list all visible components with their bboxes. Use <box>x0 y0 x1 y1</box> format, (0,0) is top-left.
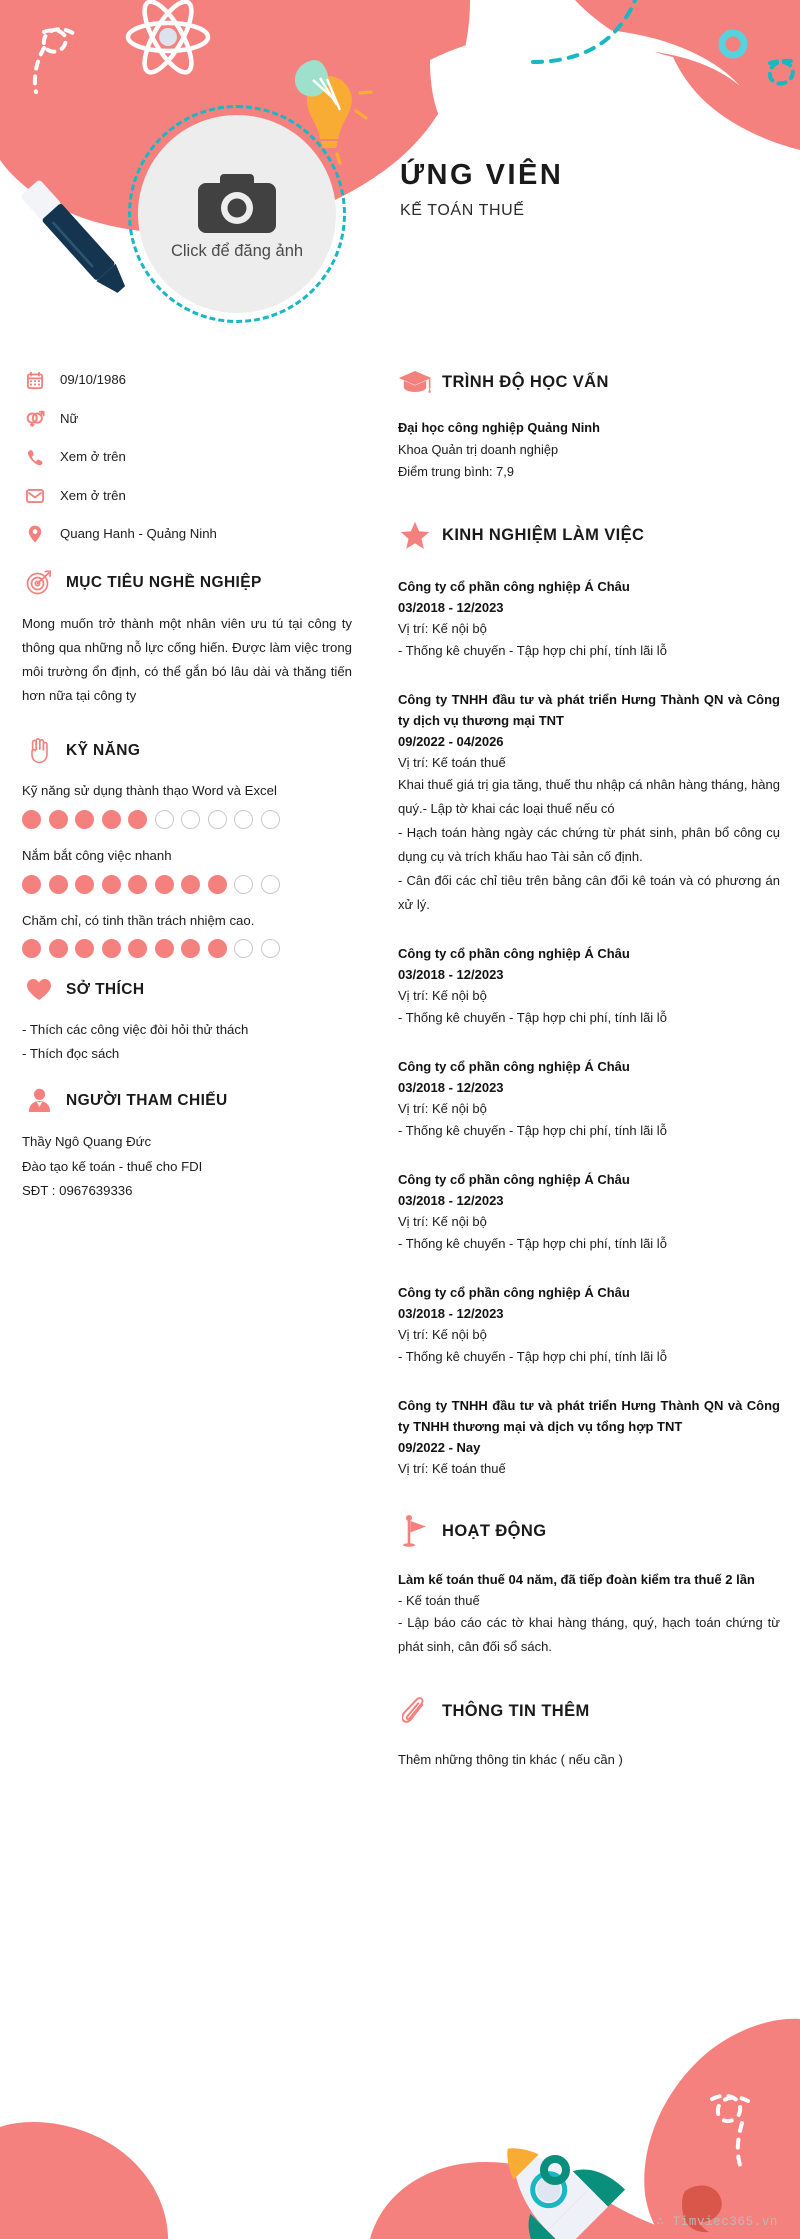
skill-name: Nắm bắt công việc nhanh <box>22 847 172 863</box>
section-experience <box>398 521 780 1479</box>
skill-dot <box>102 810 121 829</box>
experience-entry <box>398 1282 780 1369</box>
activities-detail: - Kế toán thuế <box>398 1593 480 1609</box>
reference-line: Đào tạo kế toán - thuế cho FDI <box>22 1158 203 1174</box>
additional-text: Thêm những thông tin khác ( nếu cần ) <box>398 1751 623 1767</box>
target-icon <box>22 570 56 595</box>
hobby-item: - Thích các công việc đòi hỏi thử thách <box>22 1022 249 1038</box>
section-objective <box>22 570 352 708</box>
experience-position: Vị trí: Kế toán thuế <box>398 755 506 771</box>
skill-dot <box>261 939 280 958</box>
objective-heading <box>22 570 352 595</box>
skill-name: Chăm chỉ, có tinh thần trách nhiệm cao. <box>22 912 255 928</box>
skill-dot <box>128 810 147 829</box>
skill-dot <box>155 875 174 894</box>
gender-icon <box>22 410 48 428</box>
section-hobbies <box>22 978 352 1066</box>
experience-period: 03/2018 - 12/2023 <box>398 1192 504 1208</box>
experience-detail: - Thống kê chuyến - Tập hợp chi phí, tính lãi lỗ <box>398 1348 667 1364</box>
experience-entry <box>398 943 780 1030</box>
calendar-icon <box>22 372 48 389</box>
section-reference <box>22 1088 352 1202</box>
skill-item <box>22 781 352 829</box>
skill-dot <box>49 810 68 829</box>
flag-icon <box>398 1515 432 1547</box>
contact-item-phone <box>22 447 352 467</box>
heart-icon <box>22 978 56 1001</box>
contact-value-gender: Nữ <box>60 410 79 426</box>
skill-rating <box>22 939 352 958</box>
candidate-name: ỨNG VIÊN <box>400 159 564 191</box>
skill-dot <box>49 939 68 958</box>
reference-line: Thầy Ngô Quang Đức <box>22 1134 152 1150</box>
watermark: ∴ Timviec365.vn <box>656 2215 778 2229</box>
skill-dot <box>128 939 147 958</box>
skill-dot <box>128 875 147 894</box>
location-pin-icon <box>22 525 48 543</box>
experience-position: Vị trí: Kế nội bộ <box>398 1326 487 1342</box>
candidate-header <box>400 160 563 220</box>
activities-detail: - Lập báo cáo các tờ khai hàng tháng, quý, hạch toán chứng từ phát sinh, cân đối sổ sách. <box>398 1615 780 1655</box>
skill-dot <box>102 939 121 958</box>
contact-item-location <box>22 524 352 544</box>
experience-company: Công ty TNHH đầu tư và phát triển Hưng Thành QN và Công ty dịch vụ thương mại TNT <box>398 692 780 729</box>
skill-dot <box>155 939 174 958</box>
experience-company: Công ty cổ phần công nghiệp Á Châu <box>398 1058 630 1074</box>
section-skills <box>22 738 352 958</box>
skill-dot <box>261 810 280 829</box>
objective-text: Mong muốn trở thành một nhân viên ưu tú tại công ty thông qua những nỗ lực cống hiến. Được làm việc trong môi trường ổn định, có thể gắn bó lâu dài và thăng tiến hơn nữa tại công ty <box>22 616 352 704</box>
email-icon <box>22 489 48 503</box>
footer-decoration <box>0 1939 800 2239</box>
section-additional <box>398 1697 780 1770</box>
experience-position: Vị trí: Kế nội bộ <box>398 1213 487 1229</box>
skill-dot <box>49 875 68 894</box>
education-title: TRÌNH ĐỘ HỌC VẤN <box>442 373 609 391</box>
section-activities <box>398 1515 780 1659</box>
experience-period: 03/2018 - 12/2023 <box>398 1305 504 1321</box>
camera-icon <box>194 168 280 236</box>
experience-title: KINH NGHIỆM LÀM VIỆC <box>442 526 645 544</box>
education-gpa: Điểm trung bình: 7,9 <box>398 464 514 479</box>
experience-position: Vị trí: Kế nội bộ <box>398 987 487 1003</box>
person-icon <box>22 1088 56 1113</box>
experience-detail: - Thống kê chuyến - Tập hợp chi phí, tính lãi lỗ <box>398 1235 667 1251</box>
skill-dot <box>102 875 121 894</box>
experience-position: Vị trí: Kế nội bộ <box>398 621 487 637</box>
skill-dot <box>181 810 200 829</box>
experience-heading <box>398 521 780 550</box>
photo-upload-area[interactable] <box>128 105 346 323</box>
skill-dot <box>234 939 253 958</box>
right-column <box>398 370 780 1770</box>
experience-company: Công ty cổ phần công nghiệp Á Châu <box>398 1284 630 1300</box>
phone-icon <box>22 449 48 466</box>
additional-title: THÔNG TIN THÊM <box>442 1702 590 1721</box>
experience-entry <box>398 689 780 917</box>
skill-item <box>22 911 352 959</box>
experience-detail: - Cân đối các chỉ tiêu trên bảng cân đối kê toán và có phương án xử lý. <box>398 872 780 912</box>
experience-period: 09/2022 - Nay <box>398 1439 481 1455</box>
experience-period: 03/2018 - 12/2023 <box>398 966 504 982</box>
experience-position: Vị trí: Kế nội bộ <box>398 1100 487 1116</box>
experience-period: 03/2018 - 12/2023 <box>398 600 504 616</box>
experience-entry <box>398 1395 780 1479</box>
skill-dot <box>75 810 94 829</box>
skill-dot <box>22 810 41 829</box>
skills-title: KỸ NĂNG <box>66 742 141 760</box>
skill-dot <box>181 939 200 958</box>
experience-company: Công ty cổ phần công nghiệp Á Châu <box>398 1171 630 1187</box>
skill-dot <box>208 875 227 894</box>
experience-entry <box>398 1169 780 1256</box>
reference-heading <box>22 1088 352 1113</box>
objective-title: MỤC TIÊU NGHỀ NGHIỆP <box>66 573 262 591</box>
experience-detail: Khai thuế giá trị gia tăng, thuế thu nhập cá nhân hàng tháng, hàng quý.- Lập tờ khai các loại thuế nếu có <box>398 777 780 817</box>
additional-heading <box>398 1697 780 1727</box>
skill-dot <box>234 875 253 894</box>
skill-rating <box>22 875 352 894</box>
photo-placeholder-label: Click để đăng ảnh <box>170 241 304 260</box>
contact-item-birthdate <box>22 370 352 390</box>
reference-line: SĐT : 0967639336 <box>22 1182 133 1198</box>
hobbies-title: SỞ THÍCH <box>66 980 145 998</box>
photo-placeholder[interactable] <box>138 115 336 313</box>
contact-value-email: Xem ở trên <box>60 487 126 503</box>
experience-company: Công ty TNHH đầu tư và phát triển Hưng Thành QN và Công ty TNHH thương mại và dịch vụ tổng hợp TNT <box>398 1397 780 1434</box>
graduation-cap-icon <box>398 370 432 395</box>
skill-item <box>22 846 352 894</box>
skill-dot <box>75 939 94 958</box>
hobby-item: - Thích đọc sách <box>22 1046 120 1062</box>
section-education <box>398 370 780 483</box>
experience-detail: - Thống kê chuyến - Tập hợp chi phí, tính lãi lỗ <box>398 1009 667 1025</box>
experience-entry <box>398 1056 780 1143</box>
skill-name: Kỹ năng sử dụng thành thạo Word và Excel <box>22 783 277 799</box>
experience-entry <box>398 576 780 663</box>
education-faculty: Khoa Quản trị doanh nghiệp <box>398 442 559 457</box>
experience-detail: - Thống kê chuyến - Tập hợp chi phí, tính lãi lỗ <box>398 643 667 659</box>
contact-value-location: Quang Hanh - Quảng Ninh <box>60 526 217 542</box>
paperclip-icon <box>398 1697 432 1727</box>
skill-dot <box>234 810 253 829</box>
star-icon <box>398 521 432 550</box>
skills-heading <box>22 738 352 764</box>
hobbies-heading <box>22 978 352 1001</box>
activities-heading <box>398 1515 780 1547</box>
activities-headline: Làm kế toán thuế 04 năm, đã tiếp đoàn kiểm tra thuế 2 lần <box>398 1572 755 1588</box>
activities-title: HOẠT ĐỘNG <box>442 1521 547 1540</box>
skill-dot <box>75 875 94 894</box>
skill-dot <box>22 875 41 894</box>
skill-dot <box>155 810 174 829</box>
education-entry <box>398 417 780 483</box>
skill-dot <box>22 939 41 958</box>
experience-period: 09/2022 - 04/2026 <box>398 734 504 750</box>
experience-detail: - Hạch toán hàng ngày các chứng từ phát sinh, phân bổ công cụ dụng cụ và trích khấu hao Tài sản cố định. <box>398 825 780 864</box>
experience-company: Công ty cổ phần công nghiệp Á Châu <box>398 945 630 961</box>
contact-item-email <box>22 486 352 506</box>
skill-dot <box>261 875 280 894</box>
experience-position: Vị trí: Kế toán thuế <box>398 1461 506 1476</box>
left-column <box>22 370 352 1203</box>
candidate-role: KẾ TOÁN THUẾ <box>400 201 525 219</box>
contact-item-gender <box>22 409 352 429</box>
skill-dot <box>208 810 227 829</box>
contact-value-phone: Xem ở trên <box>60 449 126 465</box>
contact-list <box>22 370 352 544</box>
skill-dot <box>181 875 200 894</box>
skill-dot <box>208 939 227 958</box>
education-heading <box>398 370 780 395</box>
experience-company: Công ty cổ phần công nghiệp Á Châu <box>398 579 630 594</box>
skill-rating <box>22 810 352 829</box>
experience-detail: - Thống kê chuyến - Tập hợp chi phí, tính lãi lỗ <box>398 1122 667 1138</box>
contact-value-birthdate: 09/10/1986 <box>60 372 127 388</box>
experience-period: 03/2018 - 12/2023 <box>398 1079 504 1095</box>
education-school: Đại học công nghiệp Quảng Ninh <box>398 420 600 435</box>
hand-icon <box>22 738 56 764</box>
reference-title: NGƯỜI THAM CHIẾU <box>66 1091 228 1109</box>
